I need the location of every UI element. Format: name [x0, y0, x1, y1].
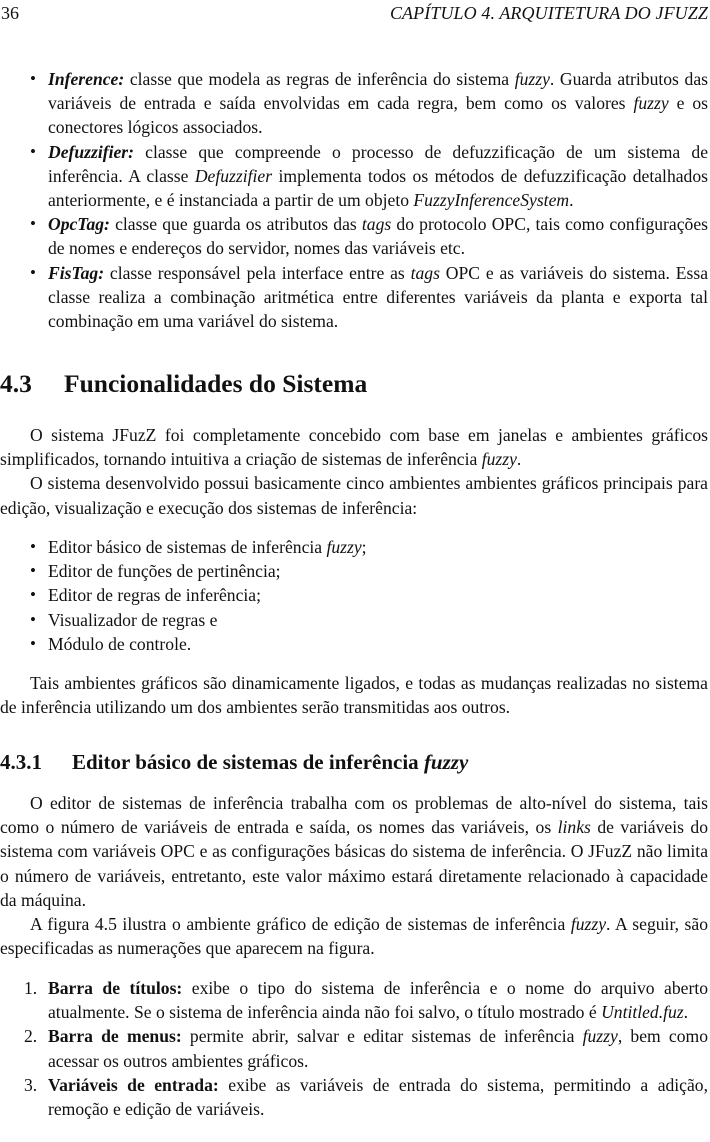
- list-item-defuzzifier: [0, 140, 708, 213]
- text: OPC e as variáveis do sistema. Essa classe realiza a combinação aritmética entre diferentes variáveis da planta e exporta tal combinação em uma variável do sistema.: [48, 262, 709, 332]
- paragraph: [0, 912, 708, 960]
- chapter-title: CAPÍTULO 4. ARQUITETURA DO JFUZZ: [389, 3, 708, 23]
- list-item-inference: [0, 67, 708, 140]
- italic-text: fuzzy: [326, 537, 362, 557]
- numbered-item: [0, 976, 708, 1024]
- term: Barra de títulos:: [48, 978, 183, 998]
- section-number: 4.3: [0, 369, 32, 398]
- term: Inference:: [48, 69, 125, 89]
- subsection-title-italic: fuzzy: [423, 750, 469, 774]
- section-closing: [0, 671, 708, 719]
- text: O sistema JFuzZ foi completamente concebido com base em janelas e ambientes gráficos simplificados, tornando intuitiva a criação de sistemas de inferência: [0, 425, 708, 470]
- list-item-opctag: [0, 212, 708, 260]
- italic-text: tags: [361, 214, 392, 235]
- item-number: 1.: [24, 978, 38, 998]
- class-definitions: [0, 67, 708, 333]
- text: classe que modela as regras de inferência do sistema: [129, 69, 515, 89]
- list-item: [0, 559, 708, 583]
- list-item: [0, 535, 708, 559]
- text: A figura 4.5 ilustra o ambiente gráfico de edição de sistemas de inferência: [30, 914, 571, 935]
- paragraph: O sistema desenvolvido possui basicamente cinco ambientes ambientes gráficos principais para edição, visualização e execução dos sistemas de inferência:: [0, 473, 708, 518]
- subsection-heading: [0, 748, 708, 776]
- text: Editor básico de sistemas de inferência: [48, 537, 327, 557]
- text: do protocolo OPC, tais como configurações de nomes e endereços do servidor, nomes das variáveis etc.: [48, 214, 708, 259]
- text: classe responsável pela interface entre as: [109, 262, 411, 283]
- item-number: 3.: [24, 1074, 38, 1095]
- text: Módulo de controle.: [48, 633, 192, 654]
- italic-text: fuzzy: [514, 69, 550, 89]
- subsection-body: [0, 791, 708, 960]
- text: Editor de regras de inferência;: [48, 585, 261, 606]
- numbered-item: [0, 1024, 708, 1072]
- term: Defuzzifier:: [48, 141, 135, 162]
- section-heading: [0, 368, 708, 400]
- list-item: [0, 632, 708, 656]
- text: . A seguir, são especificadas as numerações que aparecem na figura.: [0, 914, 709, 959]
- term: OpcTag:: [48, 214, 110, 235]
- item-number: 2.: [24, 1026, 38, 1047]
- italic-text: fuzzy: [633, 93, 669, 114]
- text: . Guarda atributos das variáveis de entrada e saída envolvidas em cada regra, bem como os valores: [48, 69, 708, 114]
- list-item-fistag: [0, 261, 708, 334]
- text: Editor de funções de pertinência;: [48, 561, 281, 582]
- page-number: 36: [1, 3, 19, 23]
- term: FisTag:: [48, 262, 105, 283]
- text: permite abrir, salvar e editar sistemas de inferência: [181, 1026, 583, 1047]
- text: O editor de sistemas de inferência trabalha com os problemas de alto-nível do sistema, tais como o número de variáveis de entrada e saída, os nomes das variáveis, os: [0, 793, 708, 838]
- text: implementa todos os métodos de defuzzificação detalhados anteriormente, e é instanciada a partir de um objeto: [48, 165, 708, 211]
- text: e os conectores lógicos associados.: [48, 93, 708, 138]
- term: Barra de menus:: [48, 1026, 182, 1047]
- list-item: [0, 608, 708, 632]
- environments-list: [0, 535, 708, 656]
- paragraph: [0, 791, 708, 912]
- italic-text: fuzzy: [570, 914, 607, 935]
- figure-items-list: [0, 976, 708, 1121]
- text: exibe as variáveis de entrada do sistema, permitindo a adição, remoção e edição de variáveis.: [48, 1074, 708, 1120]
- text: classe que guarda os atributos das: [115, 214, 362, 235]
- text: de variáveis do sistema com variáveis OPC e as configurações básicas do sistema de inferência. O JFuzZ não limita o número de variáveis, entretanto, este valor máximo estará diretamente relacionado à capacidade da máquina.: [0, 817, 708, 910]
- italic-text: Defuzzifier: [194, 165, 273, 186]
- text: classe que compreende o processo de defuzzificação de um sistema de inferência. A classe: [48, 141, 708, 186]
- italic-text: tags: [410, 262, 440, 283]
- text: .: [516, 449, 522, 470]
- text: .: [569, 190, 574, 211]
- text: ;: [361, 537, 367, 557]
- text: exibe o tipo do sistema de inferência e o nome do arquivo aberto atualmente. Se o sistema de inferência ainda não foi salvo, o título mostrado é: [48, 978, 709, 1023]
- subsection-title: Editor básico de sistemas de inferência: [72, 750, 424, 774]
- text: , bem como acessar os outros ambientes gráficos.: [48, 1026, 709, 1071]
- paragraph: [0, 423, 708, 471]
- text: .: [683, 1002, 689, 1023]
- subsection-number: 4.3.1: [0, 750, 42, 774]
- numbered-item: [0, 1073, 708, 1121]
- paragraph: Tais ambientes gráficos são dinamicamente ligados, e todas as mudanças realizadas no sistema de inferência utilizando um dos ambientes serão transmitidas aos outros.: [0, 673, 708, 718]
- section-intro: [0, 423, 708, 520]
- running-header: [0, 1, 708, 25]
- italic-text: FuzzyInferenceSystem: [413, 190, 570, 211]
- section-title: Funcionalidades do Sistema: [64, 369, 368, 398]
- term: Variáveis de entrada:: [48, 1074, 219, 1095]
- list-item: [0, 583, 708, 607]
- italic-text: links: [557, 817, 591, 838]
- italic-text: Untitled.fuz: [601, 1002, 684, 1023]
- italic-text: fuzzy: [481, 449, 517, 470]
- italic-text: fuzzy: [582, 1026, 618, 1047]
- text: Visualizador de regras e: [48, 609, 218, 630]
